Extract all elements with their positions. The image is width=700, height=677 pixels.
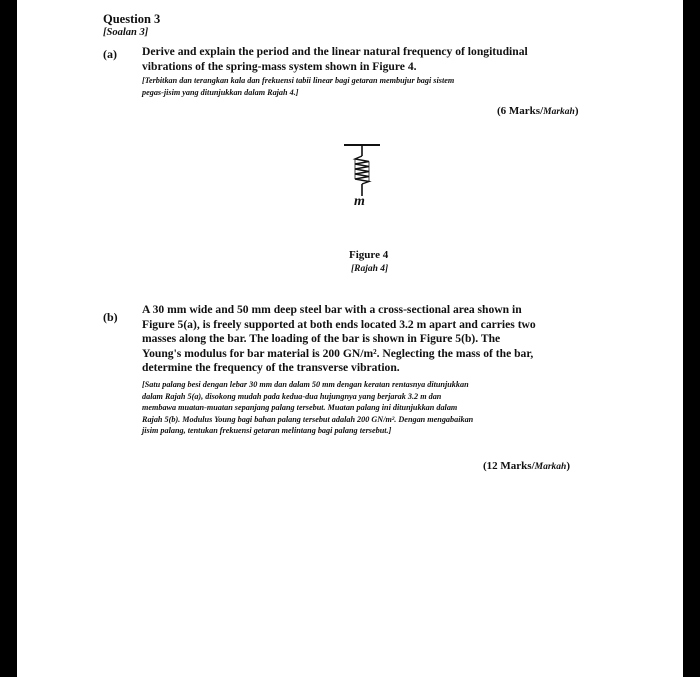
figure-4-subtitle: [Rajah 4] (351, 264, 389, 274)
part-a-question-malay (142, 75, 610, 98)
mass-label: m (354, 194, 365, 209)
part-b-english-line: Figure 5(a), is freely supported at both ends located 3.2 m apart and carries two (142, 317, 536, 331)
exam-page (17, 0, 683, 677)
part-b-malay-line: Rajah 5(b). Modulus Young bagi bahan palang tersebut adalah 200 GN/m². Dengan mengabaikan (142, 414, 474, 424)
part-b-english-line: determine the frequency of the transverse vibration. (142, 361, 400, 374)
part-b-english-line: A 30 mm wide and 50 mm deep steel bar with a cross-sectional area shown in (142, 303, 522, 316)
part-b-label: (b) (103, 310, 118, 324)
marks-malay: Markah (534, 462, 567, 472)
part-b-question-english (142, 303, 610, 376)
part-a-malay-line: [Terbitkan dan terangkan kala dan frekuensi tabii linear bagi getaran membujur bagi sistem (142, 76, 455, 85)
marks-english: (6 Marks/ (497, 105, 544, 117)
part-a-question-english (142, 45, 610, 74)
part-b-english-line: Young's modulus for bar material is 200 GN/m². Neglecting the mass of the bar, (142, 346, 534, 360)
marks-english: (12 Marks/ (483, 460, 535, 472)
part-b-malay-line: dalam Rajah 5(a), disokong mudah pada kedua-dua hujungnya yang berjarak 3.2 m dan (142, 391, 442, 401)
question-title: Question 3 (103, 12, 161, 26)
marks-malay: Markah (543, 107, 575, 117)
part-b-malay-line: membawa muatan-muatan sepanjang palang tersebut. Muatan palang ini ditunjukkan dalam (142, 403, 458, 412)
part-a-malay-line: pegas-jisim yang ditunjukkan dalam Rajah 4.] (142, 87, 299, 97)
question-subtitle: [Soalan 3] (103, 27, 149, 38)
part-b-marks (483, 460, 570, 472)
spring-mass-diagram (333, 143, 393, 199)
figure-4-title: Figure 4 (349, 249, 389, 261)
part-b-question-malay (142, 379, 610, 437)
spring-coil (355, 156, 369, 184)
part-b-malay-line: jisim palang, tentukan frekuensi getaran melintang bagi palang tersebut.] (142, 426, 392, 435)
part-a-english-line: vibrations of the spring-mass system shown in Figure 4. (142, 59, 417, 73)
part-b-english-line: masses along the bar. The loading of the bar is shown in Figure 5(b). The (142, 332, 501, 345)
part-a-label: (a) (103, 47, 117, 61)
part-a-marks (497, 105, 579, 117)
marks-close: ) (566, 460, 570, 472)
marks-close: ) (574, 105, 579, 117)
part-a-english-line: Derive and explain the period and the linear natural frequency of longitudinal (142, 45, 528, 58)
part-b-malay-line: [Satu palang besi dengan lebar 30 mm dan dalam 50 mm dengan keratan rentasnya ditunjukkan (142, 380, 469, 389)
